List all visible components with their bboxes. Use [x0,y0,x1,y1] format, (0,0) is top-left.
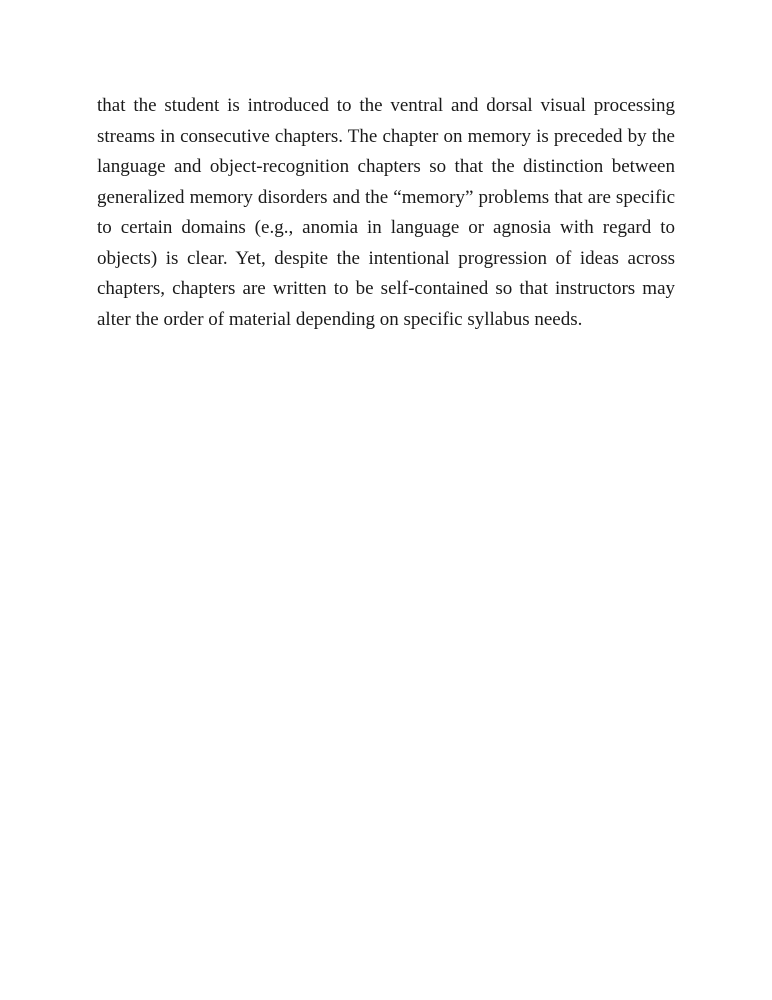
paragraph-line-last: alter the order of material depending on specific syllabus needs. [97,308,583,330]
body-paragraph [97,91,675,335]
paragraph-line: language and object-recognition chapters so that the distinction between [97,156,675,177]
paragraph-line: generalized memory disorders and the “memory” problems that are specific [97,186,675,208]
paragraph-line: streams in consecutive chapters. The chapter on memory is preceded by the [97,125,675,147]
paragraph-line: objects) is clear. Yet, despite the intentional progression of ideas across [97,247,675,269]
paragraph-line: to certain domains (e.g., anomia in language or agnosia with regard to [97,217,675,238]
paragraph-line: chapters, chapters are written to be self-contained so that instructors may [97,278,675,299]
paragraph-line: that the student is introduced to the ventral and dorsal visual processing [97,95,675,116]
